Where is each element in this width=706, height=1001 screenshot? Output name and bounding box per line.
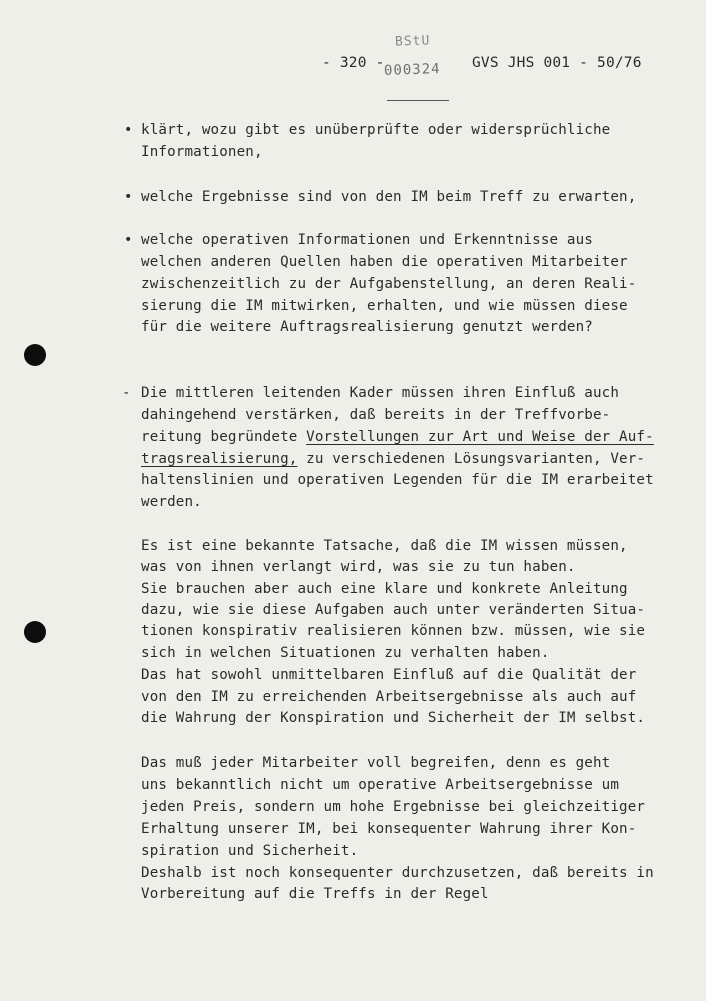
para3-line-4: dazu, wie sie diese Aufgaben auch unter veränderten Situa- xyxy=(141,602,646,618)
para3-line-7: Das hat sowohl unmittelbaren Einfluß auf die Qualität der xyxy=(141,667,637,683)
bullet-1-line-1: klärt, wozu gibt es unüberprüfte oder widersprüchliche xyxy=(141,122,611,138)
bullet-3-line-5: für die weitere Auftragsrealisierung genutzt werden? xyxy=(141,319,593,335)
bullet-1-line-2: Informationen, xyxy=(141,144,263,160)
section2-line-2: dahingehend verstärken, daß bereits in der Treffvorbe- xyxy=(141,407,611,423)
bullet-3-line-1: welche operativen Informationen und Erkenntnisse aus xyxy=(141,232,593,248)
archive-stamp-number: 000324 xyxy=(383,61,441,79)
bullet-dot: • xyxy=(124,122,133,138)
section2-line-6: werden. xyxy=(141,494,202,510)
section2-line-4 xyxy=(141,450,645,468)
para4-line-2: uns bekanntlich nicht um operative Arbeitsergebnisse um xyxy=(141,777,620,793)
para4-line-4: Erhaltung unserer IM, bei konsequenter Wahrung ihrer Kon- xyxy=(141,821,637,837)
para3-line-3: Sie brauchen aber auch eine klare und konkrete Anleitung xyxy=(141,581,628,597)
section2-line-3-text: reitung begründete xyxy=(141,429,307,445)
bullet-dot: • xyxy=(124,189,133,205)
para4-line-1: Das muß jeder Mitarbeiter voll begreifen, denn es geht xyxy=(141,755,611,771)
bullet-dash: - xyxy=(122,385,131,401)
punch-hole-top xyxy=(24,344,46,366)
underlined-phrase-part-1: Vorstellungen zur Art und Weise der Auf- xyxy=(306,429,654,445)
underlined-phrase-part-2: tragsrealisierung, xyxy=(141,451,298,467)
bullet-2-line-1: welche Ergebnisse sind von den IM beim Treff zu erwarten, xyxy=(141,189,637,205)
bullet-3-line-3: zwischenzeitlich zu der Aufgabenstellung, an deren Reali- xyxy=(141,276,637,292)
document-reference: GVS JHS 001 - 50/76 xyxy=(472,55,642,71)
punch-hole-bottom xyxy=(24,621,46,643)
bullet-dot: • xyxy=(124,232,133,248)
para3-line-9: die Wahrung der Konspiration und Sicherheit der IM selbst. xyxy=(141,710,646,726)
header-rule xyxy=(387,100,449,101)
para4-line-5: spiration und Sicherheit. xyxy=(141,843,359,859)
para3-line-1: Es ist eine bekannte Tatsache, daß die IM wissen müssen, xyxy=(141,538,628,554)
section2-line-1: Die mittleren leitenden Kader müssen ihren Einfluß auch xyxy=(141,385,620,401)
para3-line-8: von den IM zu erreichenden Arbeitsergebnisse als auch auf xyxy=(141,689,637,705)
para3-line-6: sich in welchen Situationen zu verhalten haben. xyxy=(141,645,550,661)
para4-line-6: Deshalb ist noch konsequenter durchzusetzen, daß bereits in xyxy=(141,865,654,881)
bullet-3-line-4: sierung die IM mitwirken, erhalten, und wie müssen diese xyxy=(141,298,628,314)
para3-line-5: tionen konspirativ realisieren können bzw. müssen, wie sie xyxy=(141,623,646,639)
section2-line-3 xyxy=(141,428,654,446)
para4-line-7: Vorbereitung auf die Treffs in der Regel xyxy=(141,886,489,902)
archive-stamp-org: BStU xyxy=(394,33,431,50)
section2-line-5: haltenslinien und operativen Legenden für die IM erarbeitet xyxy=(141,472,654,488)
bullet-3-line-2: welchen anderen Quellen haben die operativen Mitarbeiter xyxy=(141,254,628,270)
para3-line-2: was von ihnen verlangt wird, was sie zu tun haben. xyxy=(141,559,576,575)
section2-line-4-text: zu verschiedenen Lösungsvarianten, Ver- xyxy=(297,451,646,467)
para4-line-3: jeden Preis, sondern um hohe Ergebnisse bei gleichzeitiger xyxy=(141,799,646,815)
page-number: - 320 - xyxy=(322,55,385,71)
